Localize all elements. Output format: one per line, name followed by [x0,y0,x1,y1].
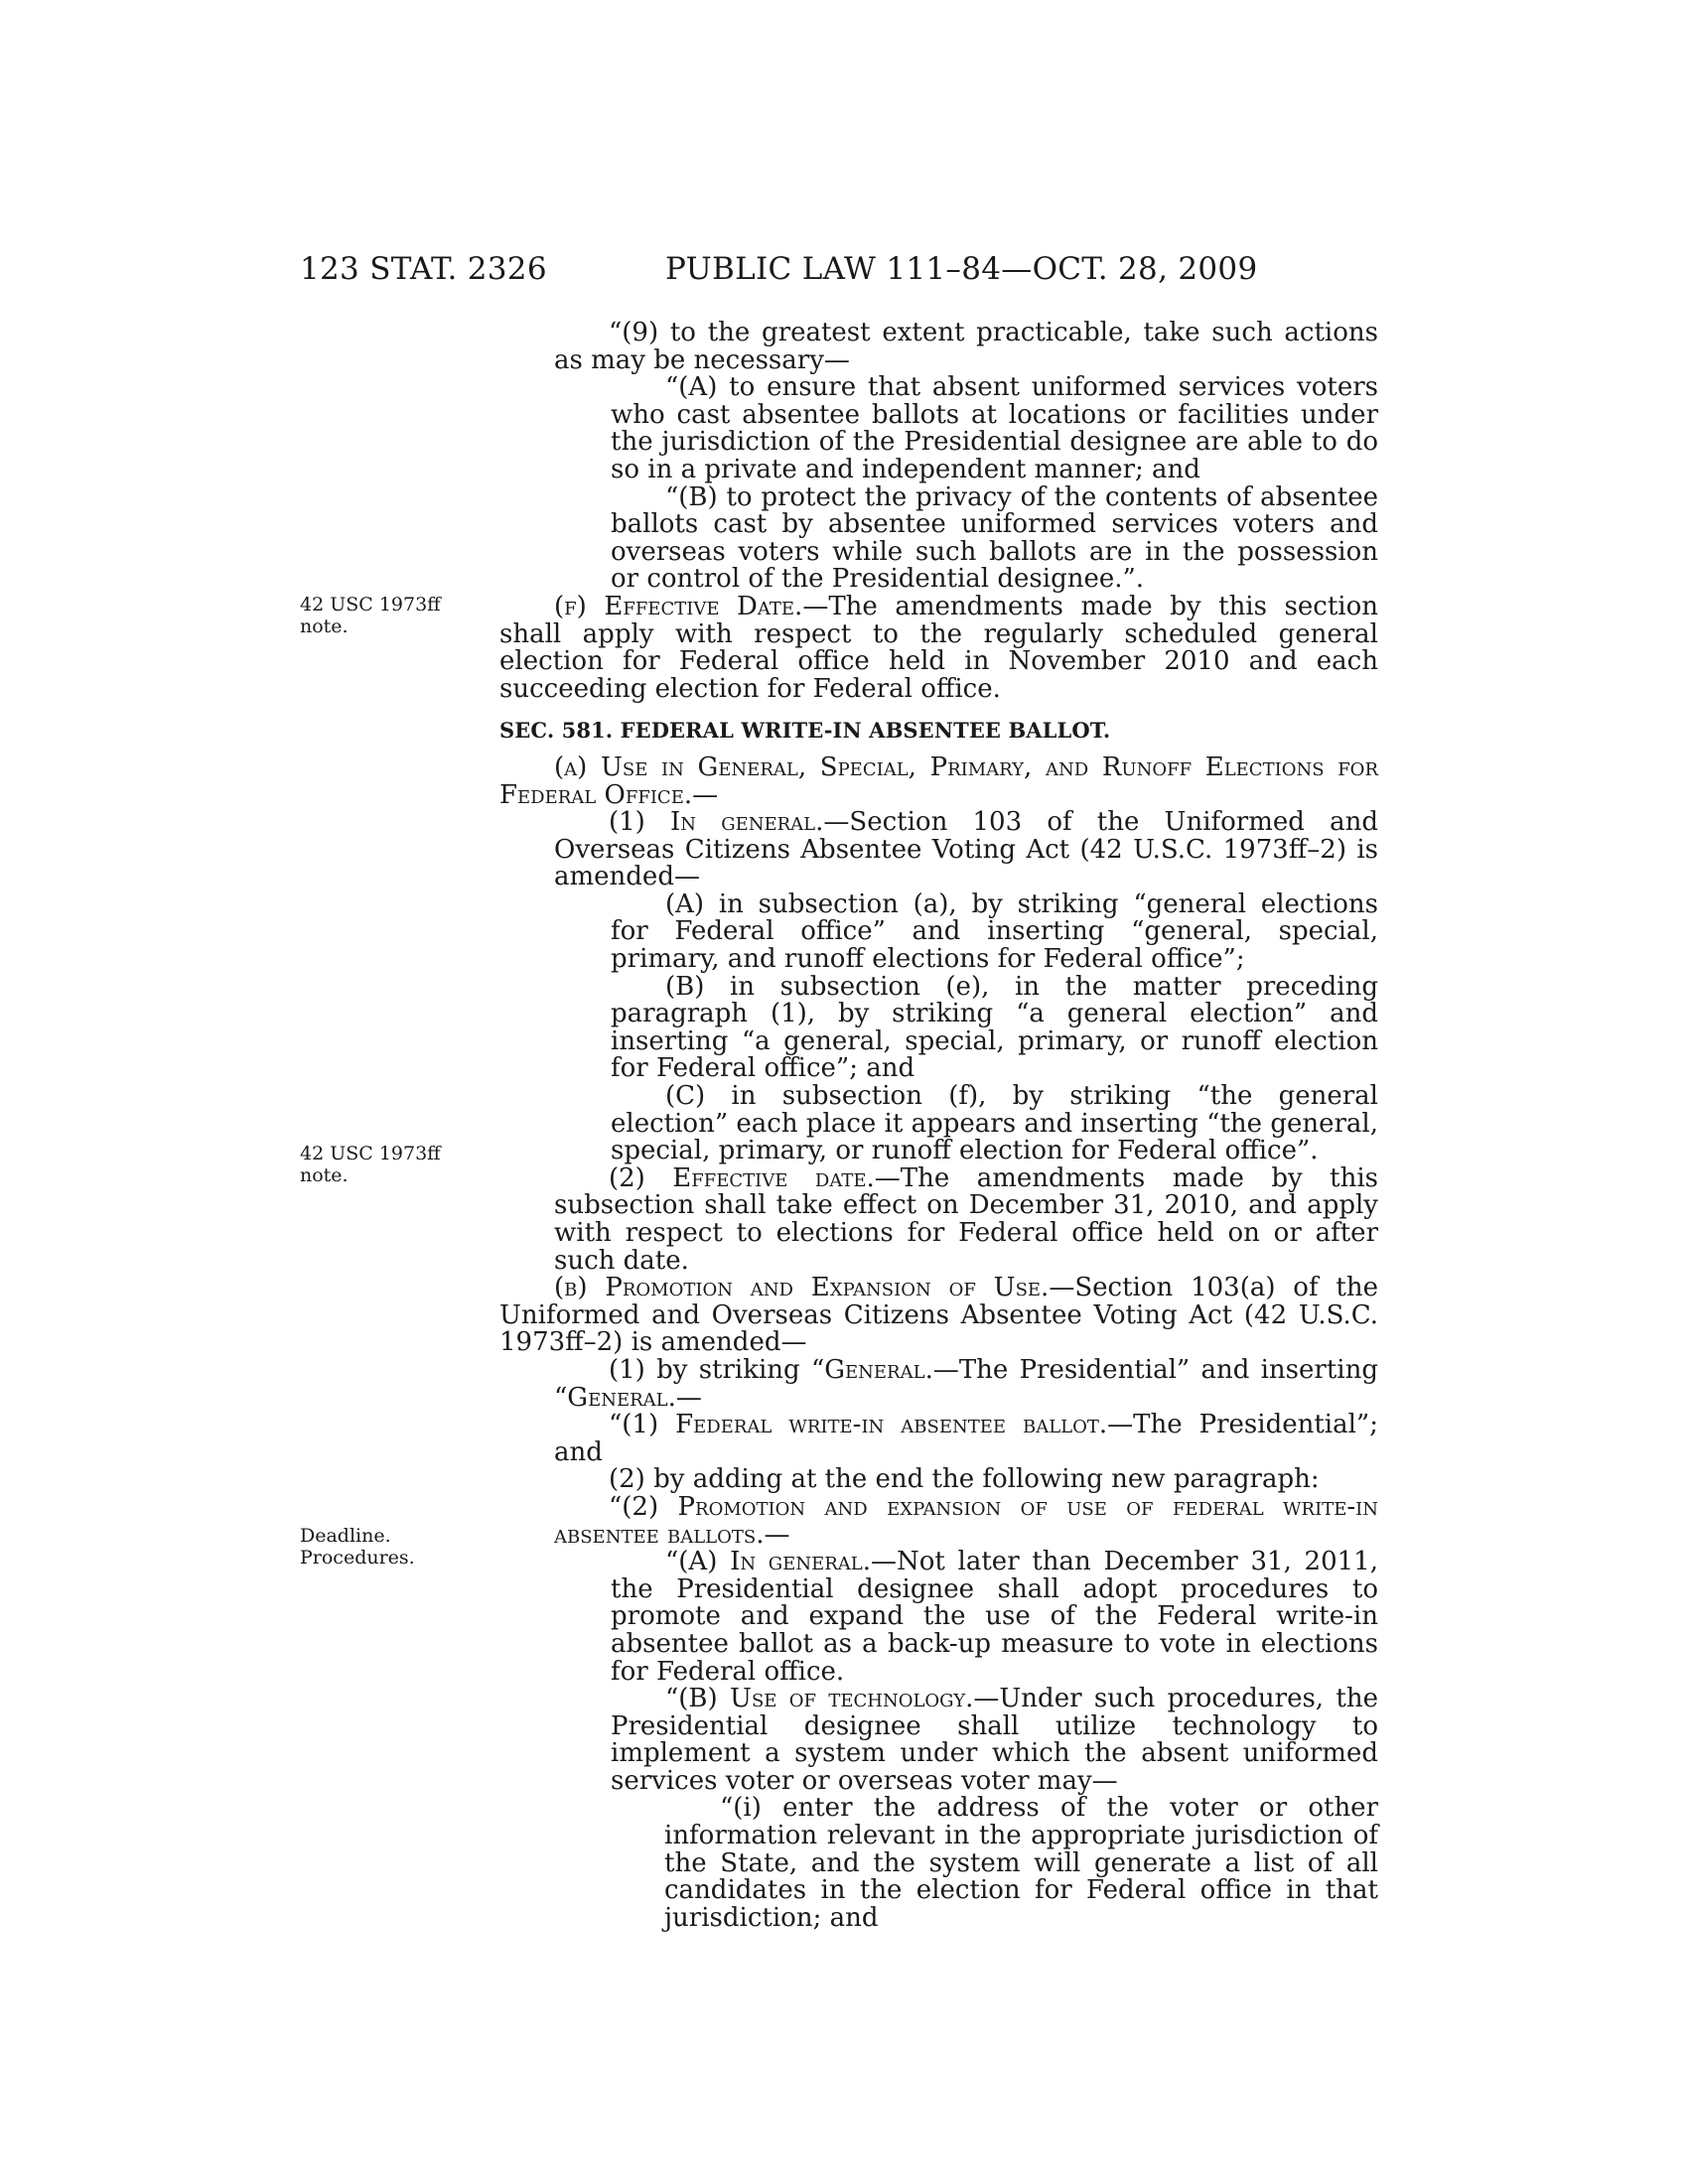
quoted-subparagraph-B-heading: “(B) Use of technology. [665,1684,974,1714]
paragraph-a2 [499,1162,1378,1276]
paragraph-a1-heading: (1) In general. [609,807,824,838]
running-header-stat: 123 STAT. 2326 [300,251,547,287]
quoted-subparagraph-A-heading: “(A) In general. [665,1547,871,1577]
subparagraph-a1B: (B) in subsection (e), in the matter preceding paragraph (1), by striking “a general election” and inserting “a general, special, primary, or runoff election for Federal office”; and [611,971,1378,1084]
margin-note-line: note. [300,1164,349,1186]
statute-body [499,320,1378,1932]
small-caps-run: Federal write-in absentee ballot [675,1410,1099,1440]
quoted-paragraph-1 [499,1412,1378,1466]
running-header-title: PUBLIC LAW 111–84—OCT. 28, 2009 [665,251,1258,287]
text-run: .—The Presidential”; and [554,1410,1378,1467]
paragraph-a2-text: —The amendments made by this subsection shall take effect on December 31, 2010, and apply with respect to elections for Federal office held on or after such date. [554,1162,1378,1276]
quoted-subparagraph-A [499,1549,1378,1686]
text-run: .— [667,1382,702,1413]
quoted-paragraph-2 [499,1491,1378,1550]
small-caps-run: General [567,1382,668,1413]
paragraph-a1-text: —Section 103 of the Uniformed and Overseas Citizens Absentee Voting Act (42 U.S.C. 1973ff–2) is amended— [554,807,1378,892]
subsection-b-text: —Section 103(a) of the Uniformed and Overseas Citizens Absentee Voting Act (42 U.S.C. 1973ff–2) is amended— [499,1273,1378,1358]
paragraph-a2-heading: (2) Effective date. [609,1162,875,1193]
quoted-subparagraph-A-text: —Not later than December 31, 2011, the Presidential designee shall adopt procedures to promote and expand the use of the Federal write-in absentee ballot as a back-up measure to vote in elections for Federal office. [611,1547,1378,1687]
quoted-subparagraph-B [499,1686,1378,1795]
subsection-f [499,591,1378,704]
subsection-a [499,751,1378,810]
quoted-subparagraph-B-text: —Under such procedures, the Presidential designee shall utilize technology to implement a system under which the absent uniformed services voter or overseas voter may— [611,1684,1378,1796]
subsection-a-heading: (a) Use in General, Special, Primary, and Runoff Elections for Federal Office. [499,751,1378,810]
text-run: “(1) [609,1410,676,1440]
margin-note-line: 42 USC 1973ff [300,594,441,615]
margin-note-line: note. [300,615,349,637]
small-caps-run: Promotion and expansion of use of federal write-in absentee ballots [554,1491,1378,1550]
quoted-clause-i: “(i) enter the address of the voter or other information relevant in the appropriate jurisdiction of the State, and the system will generate a list of all candidates in the election for Federal office in that jurisdiction; and [664,1793,1378,1933]
margin-note-line: Deadline. [300,1525,391,1547]
subsection-f-heading: (f) Effective Date. [554,591,803,621]
margin-note-line: 42 USC 1973ff [300,1143,441,1164]
paragraph-a1 [499,809,1378,891]
subparagraph-A: “(A) to ensure that absent uniformed services voters who cast absentee ballots at locations or facilities under the jurisdiction of the Presidential designee are able to do so in a private and independent manner; and [611,372,1378,484]
small-caps-run: General [824,1354,925,1385]
text-run: “(2) [609,1491,678,1522]
subsection-f-text: —The amendments made by this section shall apply with respect to the regularly scheduled general election for Federal office held in November 2010 and each succeeding election for Federal office. [499,591,1378,704]
subparagraph-a1C: (C) in subsection (f), by striking “the general election” each place it appears and inserting “the general, special, primary, or runoff election for Federal office”. [611,1081,1378,1166]
text-run: .—The Presidential” and inserting “ [554,1354,1378,1413]
paragraph-b2: (2) by adding at the end the following new paragraph: [609,1464,1320,1495]
subparagraph-B: “(B) to protect the privacy of the contents of absentee ballots cast by absentee uniformed services voters and overseas voters while such ballots are in the possession or control of the Presidential designee.”. [611,481,1378,595]
section-heading: SEC. 581. FEDERAL WRITE-IN ABSENTEE BALLOT. [499,718,1111,744]
text-run: (1) by striking “ [609,1354,825,1385]
margin-note-line: Procedures. [300,1547,415,1569]
paragraph-b1 [499,1354,1378,1413]
subsection-b-heading: (b) Promotion and Expansion of Use. [554,1273,1050,1303]
margin-note-deadline [300,1525,415,1569]
subsection-b [499,1275,1378,1357]
text-run: .— [756,1519,790,1550]
subparagraph-a1A: (A) in subsection (a), by striking “general elections for Federal office” and inserting “general, special, primary, and runoff elections for Federal office”; [611,888,1378,975]
margin-note-usc-1 [300,594,441,637]
subsection-a-text: — [692,779,719,810]
paragraph-9: “(9) to the greatest extent practicable, take such actions as may be necessary— [554,318,1378,375]
margin-note-usc-2 [300,1143,441,1186]
